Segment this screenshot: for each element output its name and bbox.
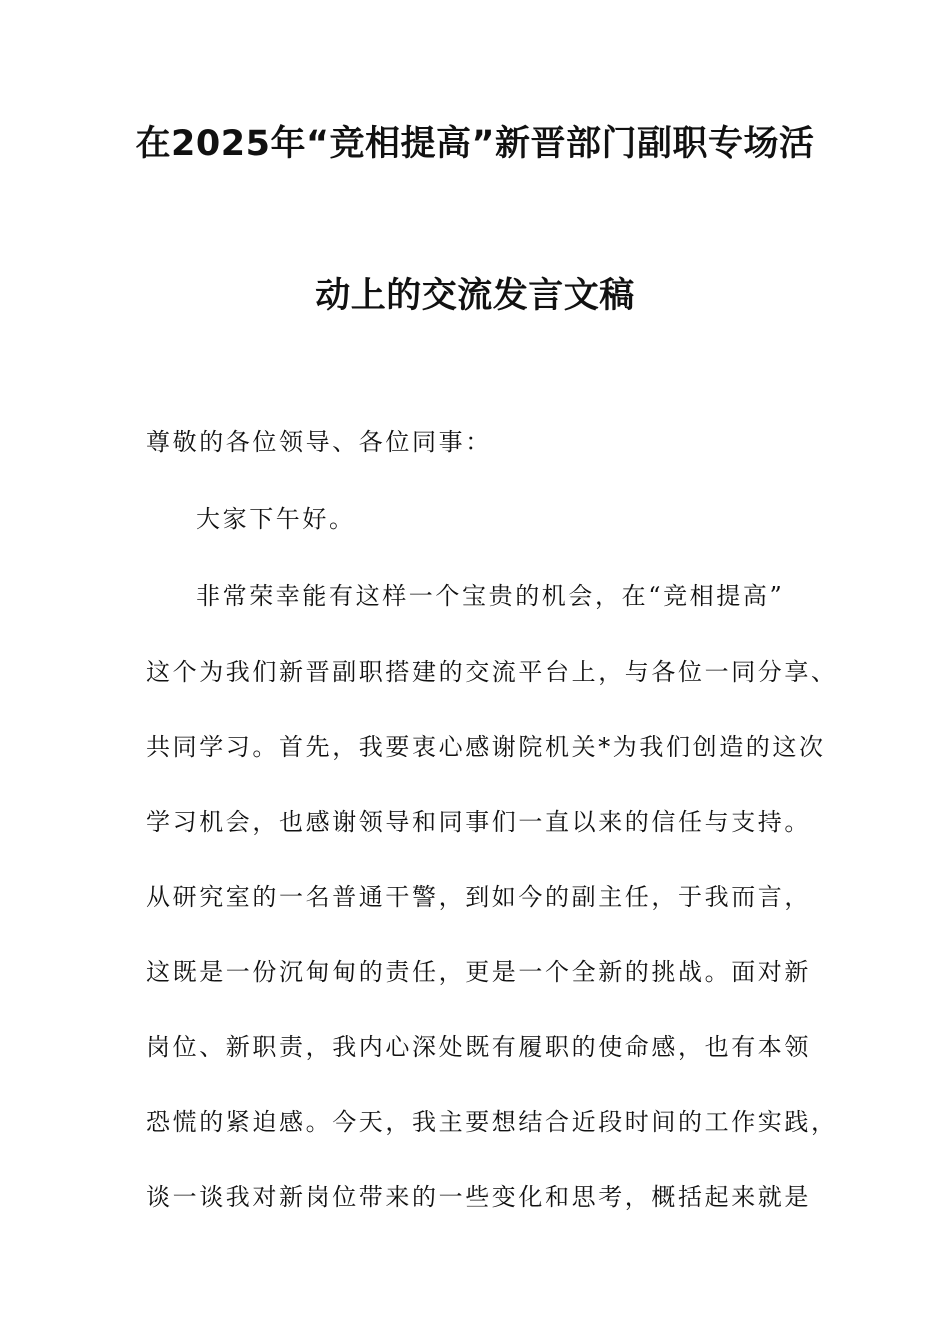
document-title-line-2: 动上的交流发言文稿 xyxy=(315,276,635,316)
greeting: 大家下午好。 xyxy=(196,505,356,533)
paragraph-line: 岗位、新职责，我内心深处既有履职的使命感，也有本领 xyxy=(146,1033,811,1061)
paragraph-line: 恐慌的紧迫感。今天，我主要想结合近段时间的工作实践， xyxy=(146,1108,838,1136)
paragraph-line: 谈一谈我对新岗位带来的一些变化和思考，概括起来就是 xyxy=(146,1183,811,1211)
paragraph-line: 共同学习。首先，我要衷心感谢院机关*为我们创造的这次 xyxy=(146,733,826,761)
paragraph-line: 非常荣幸能有这样一个宝贵的机会，在“竞相提高” xyxy=(196,582,785,610)
salutation: 尊敬的各位领导、各位同事： xyxy=(146,428,492,456)
paragraph-line: 从研究室的一名普通干警，到如今的副主任，于我而言， xyxy=(146,883,811,911)
paragraph-line: 这个为我们新晋副职搭建的交流平台上，与各位一同分享、 xyxy=(146,658,838,686)
paragraph-line: 这既是一份沉甸甸的责任，更是一个全新的挑战。面对新 xyxy=(146,958,811,986)
paragraph-line: 学习机会，也感谢领导和同事们一直以来的信任与支持。 xyxy=(146,808,811,836)
document-title-line-1: 在2025年“竞相提高”新晋部门副职专场活 xyxy=(135,124,815,164)
